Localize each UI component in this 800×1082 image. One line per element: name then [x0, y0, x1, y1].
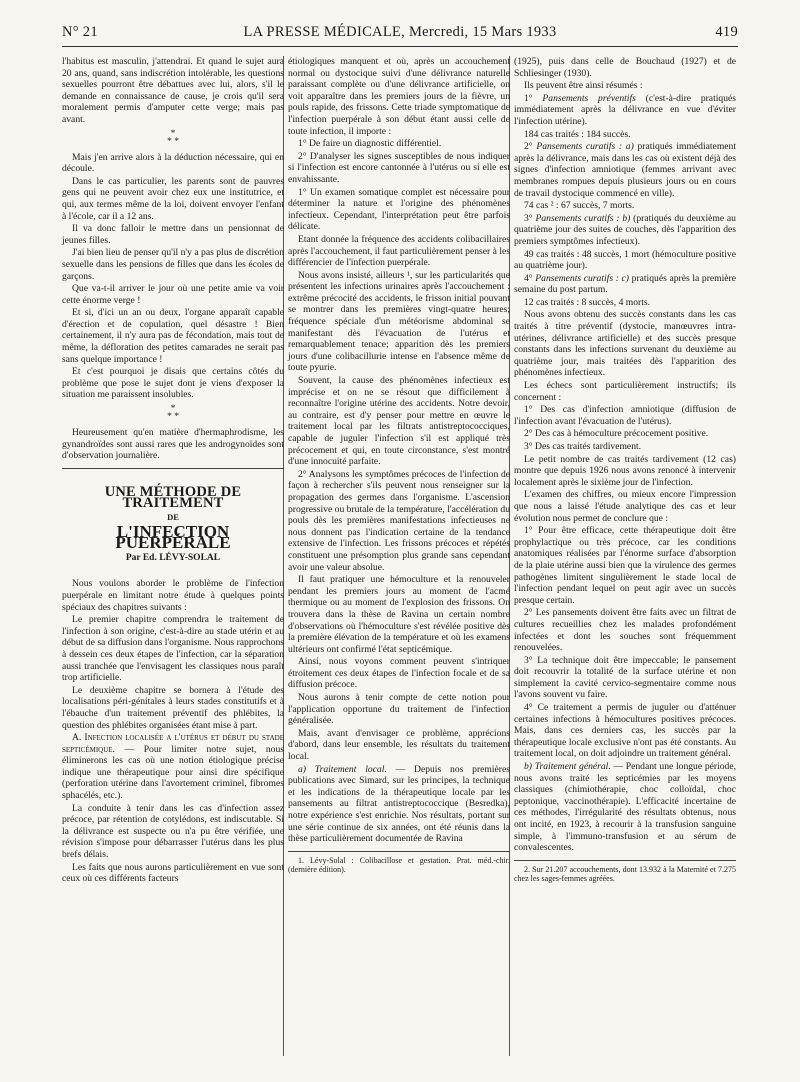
paragraph: Nous voulons aborder le problème de l'infection puerpérale en limitant notre étude à quelques points spéciaux des chapitres suivants : [62, 578, 284, 613]
paragraph: 2° D'analyser les signes susceptibles de nous indiquer si l'infection est encore cantonnée à l'utérus ou si elle est envahissante. [288, 150, 510, 185]
paragraph: Heureusement qu'en matière d'hermaphrodisme, les gynandroïdes sont aussi rares que les androgynoïdes sont d'observation journalière. [62, 427, 284, 462]
list-item [514, 273, 736, 296]
paragraph: Mais, avant d'envisager ce problème, apprécions d'abord, dans leur ensemble, les résultats du traitement local. [288, 727, 510, 763]
list-number: 2° [524, 141, 537, 153]
list-heading: Pansements curatifs : a) [536, 141, 634, 153]
paragraph: Mais j'en arrive alors à la déduction nécessaire, qui en découle. [62, 151, 284, 175]
paragraph: Ils peuvent être ainsi résumés : [524, 80, 643, 92]
list-number: 3° [524, 212, 536, 224]
list-heading: Pansements préventifs [542, 92, 636, 104]
paragraph: 2° Des cas à hémoculture précocement positive. [524, 428, 709, 440]
paragraph: Ainsi, nous voyons comment peuvent s'intriquer étroitement ces deux étapes de l'infection focale et de sa diffusion précoce. [288, 656, 510, 691]
column-1 [62, 56, 284, 886]
list-text: (c'est-à-dire pratiqués immédiatement après la délivrance en vue d'éviter l'infection utérine). [514, 92, 736, 127]
list-text: pratiqués après la première semaine du post partum. [514, 272, 736, 296]
paragraph: 2° Analysons les symptômes précoces de l'infection de façon à rechercher s'ils peuvent nous renseigner sur la propagation des germes dans l'organisme. L'ascension progressive ou brutale de la température, l'accélération du pouls dès les premières manifestations infectieuses ne nous donnent pas l'indication certaine de la tendance extensive de l'infection. Les frissons précoces et répétés constituent une présomption plus grande sans cependant avoir une valeur absolue. [288, 468, 510, 573]
section-stars: * * * [167, 128, 179, 147]
section-paragraph [62, 732, 284, 802]
paragraph: 1° Pour être efficace, cette thérapeutique doit être prophylactique ou très précoce, car les conditions anatomiques réalisées par l'énorme surface d'absorption de la plaie utérine aussi bien que la virulence des germes pathogènes limitent singulièrement le stade local de l'infection pendant lequel on peut agir avec un succès presque certain. [514, 525, 736, 606]
paragraph: 2° Les pansements doivent être faits avec un filtrat de cultures recueillies chez les malades profondément infectées et dont les souches sont fréquemment renouvelées. [514, 607, 736, 654]
section-paragraph [514, 761, 736, 854]
issue-number: N° 21 [62, 24, 98, 40]
paragraph: 1° Un examen somatique complet est nécessaire pour déterminer la nature et l'origine des phénomènes infectieux. Cependant, l'interprétation peut être parfois délicate. [288, 186, 510, 233]
footnote: 1. Lévy-Solal : Colibacillose et gestation. Prat. méd.-chir. (dernière édition). [288, 855, 510, 875]
list-heading: Pansements curatifs : c) [535, 272, 629, 284]
paragraph: Etant donnée la fréquence des accidents colibacillaires après l'accouchement, il faut particulièrement penser à les différencier de l'infection puerpérale. [288, 233, 510, 269]
page-number: 419 [715, 24, 738, 40]
paragraph: J'ai bien lieu de penser qu'il n'y a pas plus de discrétion sexuelle dans les pensions de filles que dans les écoles de garçons. [62, 247, 284, 282]
paragraph: Et c'est pourquoi je disais que certains côtés du problème que pose le sujet dont je viens d'exposer la situation me paraissent insolubles. [62, 366, 284, 401]
footnote-rule [514, 860, 736, 861]
list-item [514, 141, 736, 199]
journal-title: LA PRESSE MÉDICALE, Mercredi, 15 Mars 1933 [243, 24, 557, 40]
paragraph: L'examen des chiffres, ou mieux encore l'impression que nous a laissé l'étude analytique des cas et leur évolution nous permet de conclure que : [514, 489, 736, 524]
paragraph: 12 cas traités : 8 succès, 4 morts. [524, 296, 651, 308]
paragraph: Que va-t-il arriver le jour où une petite amie va voir cette énorme verge ! [62, 283, 284, 306]
paragraph: 49 cas traités : 48 succès, 1 mort (hémoculture positive au quatrième jour). [514, 248, 736, 272]
list-text: pratiqués immédiatement après la délivrance, mais dans les cas où existent déjà des signes d'infection amniotique (femmes arrivant avec membranes rompues depuis plusieurs jours ou en cours de travail dystocique commencé en ville). [514, 141, 736, 199]
section-heading: a) Traitement local. [298, 763, 387, 775]
paragraph: 3° La technique doit être impeccable; le pansement doit recouvrir la totalité de la surface utérine et non simplement la cavité cervico-segmentaire comme nous l'avons souvent vu faire. [514, 654, 736, 701]
paragraph: Nous avons obtenu des succès constants dans les cas traités à titre préventif (dystocie, manœuvres intra-utérines, délivrance artificielle) et des succès presque constants dans les infections survenant du deuxième au quatrième jour, mais traitées dès l'apparition des phénomènes infectieux. [514, 309, 736, 379]
footnote: 2. Sur 21.207 accouchements, dont 13.932 à la Maternité et 7.275 chez les sages-femmes agréées. [514, 864, 736, 884]
paragraph: Les échecs sont particulièrement instructifs; ils concernent : [514, 380, 736, 403]
paragraph: Nous aurons à tenir compte de cette notion pour l'application opportune du traitement de l'infection généralisée. [288, 692, 510, 727]
paragraph: Dans le cas particulier, les parents sont de pauvres gens qui ne peuvent avoir chez eux une institutrice, et qui, aux termes même de la loi, doivent envoyer l'enfant à l'école, car il a 12 ans. [62, 175, 284, 222]
article-divider [62, 468, 284, 469]
section-text: — Pour limiter notre sujet, nous éliminerons les cas où une notion étiologique précise indique une thérapeutique pour ainsi dire spécifique (perforation utérine dans l'avortement criminel, fibromes sphacélés, etc.). [62, 743, 284, 802]
paragraph: Il faut pratiquer une hémoculture et la renouveler pendant les premiers jours au moment de l'acmé thermique ou au moment de l'explosion des frissons. On trouvera dans la thèse de Ravina un certain nombre d'observations où l'hémoculture s'est révélée positive dès la première élévation de la température et où les examens ultérieurs ont confirmé l'état septicémique. [288, 574, 510, 655]
list-item [514, 213, 736, 248]
section-stars: * * * [167, 404, 179, 423]
article-title-de: DE [167, 512, 179, 522]
paragraph: 1° Des cas d'infection amniotique (diffusion de l'infection avant l'évacuation de l'utérus). [514, 404, 736, 427]
article-title-line-2: L'INFECTION PUERPÉRALE [115, 521, 231, 553]
header-rule [62, 46, 738, 47]
list-item [514, 93, 736, 128]
footnote-rule [288, 851, 510, 852]
section-heading: b) Traitement général. [524, 761, 611, 773]
paragraph: La conduite à tenir dans les cas d'infection assez précoce, par rétention de cotylédons, est indiscutable. Si la délivrance est suspecte ou n'a pu être vérifiée, une révision s'impose pour débarrasser l'utérus dans les plus brefs délais. [62, 802, 284, 861]
paragraph: Nous avons insisté, ailleurs ¹, sur les particularités que présentent les infections urinaires après l'accouchement : extrême précocité des accidents, le frisson initial pouvant se montrer dans les premières vingt-quatre heures; fréquence spéciale d'un météorisme abdominal se manifestant dès l'évacuation de l'utérus et remarquablement tenace; apparition dès les premiers jours d'une colibacillurie intense en l'absence même de toute pyurie. [288, 269, 510, 374]
article-author: Par Ed. LÉVY-SOLAL [125, 552, 221, 563]
paragraph: Le petit nombre de cas traités tardivement (12 cas) montre que depuis 1926 nous avons renoncé à intervenir localement après le sixième jour de l'infection. [514, 453, 736, 488]
paragraph: Il va donc falloir le mettre dans un pensionnat de jeunes filles. [62, 223, 284, 246]
article-title-line-1: UNE MÉTHODE DE TRAITEMENT [104, 483, 242, 512]
section-paragraph [288, 764, 510, 845]
list-heading: Pansements curatifs : b) [535, 212, 631, 224]
column-2 [288, 56, 510, 876]
paragraph: l'habitus est masculin, j'attendrai. Et quand le sujet aura 20 ans, quand, sans indiscrétion intolérable, les questions sexuelles pourront être débattues avec lui, alors, s'il le demande en connaissance de cause, je crois qu'il sera moralement permis d'amputer cette verge; mais pas avant. [62, 56, 284, 125]
paragraph: Souvent, la cause des phénomènes infectieux est imprécise et on ne se résout que difficilement à reconnaître l'origine utérine des accidents. Notre devoir, au contraire, est d'y penser pour mettre en œuvre le traitement local par les filtrats antistreptococciques, capable de juguler l'infection s'il est appliqué très précocement et qui, en toute circonstance, s'est montré d'une innocuité parfaite. [288, 375, 510, 468]
list-number: 4° [524, 272, 536, 284]
list-number: 1° [524, 92, 543, 104]
paragraph: 4° Ce traitement a permis de juguler ou d'atténuer certaines infections à hémocultures positives précoces. Mais, dans ces derniers cas, les succès par la thérapeutique locale exclusive n'ont pas été constants. Au traitement local, on doit adjoindre un traitement général. [514, 702, 736, 760]
paragraph: 3° Des cas traités tardivement. [524, 441, 642, 452]
paragraph: étiologiques manquent et où, après un accouchement normal ou dystocique suivi d'une délivrance naturelle paraissant complète ou d'une délivrance artificielle, on voit apparaître dans les premiers jours de la fièvre, un pouls rapide, des frissons. Cette triade symptomatique de l'infection puerpérale à son début étant aussi celle de toute infection, il importe : [288, 56, 510, 137]
paragraph: 1° De faire un diagnostic différentiel. [298, 138, 442, 150]
section-text: — Pendant une longue période, nous avons traité les septicémies par les moyens classiques (chimiothérapie, choc colloïdal, choc peptonique, vaccinothérapie). L'efficacité incertaine de ces méthodes, l'irrégularité des résultats obtenus, nous ont incité, en 1923, à recourir à la transfusion sanguine simple, à l'immuno-transfusion et au sérum de convalescentes. [514, 761, 736, 854]
paragraph: 184 cas traités : 184 succès. [524, 128, 631, 140]
paragraph: (1925), puis dans celle de Bouchaud (1927) et de Schliesinger (1930). [514, 56, 736, 79]
list-text: (pratiqués du deuxième au quatrième jour des suites de couches, dès l'apparition des premiers symptômes infectieux). [514, 212, 736, 247]
column-3 [514, 56, 736, 885]
paragraph: Et si, d'ici un an ou deux, l'organe apparaît capable d'érection et de copulation, quel désastre ! Bien certainement, il n'y aura pas de fécondation, mais tout de même, la défloration des petites camarades ne serait pas sans quelque importance ! [62, 307, 284, 365]
paragraph: Le deuxième chapitre se bornera à l'étude des localisations péri-génitales à leurs stades constitutifs et à l'ébauche d'un traitement préventif des phlébites, la question des phlébites organisées étant mise à part. [62, 684, 284, 731]
section-heading: A. Infection localisée a l'utérus et début du stade septicémique. [62, 732, 284, 755]
running-header [62, 24, 738, 46]
paragraph: Les faits que nous aurons particulièrement en vue sont ceux où ces différents facteurs [62, 861, 284, 885]
section-text: — Depuis nos premières publications avec Simard, sur les principes, la technique et les indications de la thérapeutique locale par les pansements au filtrat antistreptococcique (Besredka), notre expérience s'est enrichie. Nos résultats, portant sur une série continue de six années, ont été réunis dans la thèse particulièrement documentée de Ravina [288, 763, 510, 845]
paragraph: 74 cas ² : 67 succès, 7 morts. [524, 200, 635, 212]
paragraph: Le premier chapitre comprendra le traitement de l'infection à son origine, c'est-à-dire au stade utérin et au début de sa diffusion dans l'organisme. Nous rapprochons à dessein ces deux étapes de l'infection, car la séparation aussi tranchée que l'envisagent les classiques nous paraît trop artificielle. [62, 614, 284, 684]
